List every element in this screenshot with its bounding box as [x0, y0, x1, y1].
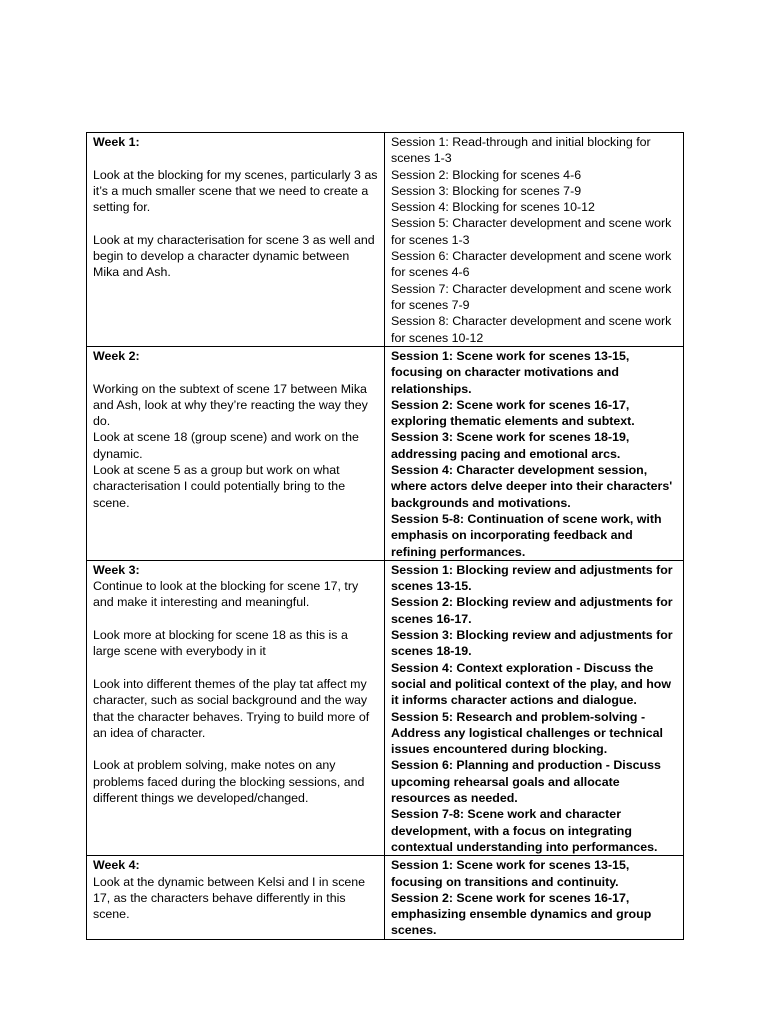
- session-item: Session 4: Context exploration - Discuss the social and political context of the play, and how it informs character actions and dialogue.: [391, 660, 671, 708]
- week-sessions-cell: [385, 560, 684, 855]
- week-notes-cell: [87, 856, 385, 939]
- session-item: Session 5: Research and problem-solving - Address any logistical challenges or technical issues encountered during blocking.: [391, 709, 664, 757]
- session-item: Session 4: Character development session, where actors delve deeper into their characters' backgrounds and motivations.: [391, 463, 673, 510]
- session-item: Session 7-8: Scene work and character development, with a focus on integrating contextual understanding into performances.: [391, 807, 658, 854]
- blank-line: [93, 215, 378, 231]
- session-item: Session 8: Character development and scene work for scenes 10-12: [391, 314, 672, 345]
- week-sessions-cell: [385, 856, 684, 939]
- week-note: Look at scene 18 (group scene) and work on the dynamic.: [93, 430, 359, 461]
- week-note: Look at problem solving, make notes on any problems faced during the blocking sessions, and different things we developed/changed.: [93, 758, 365, 806]
- session-item: Session 7: Character development and scene work for scenes 7-9: [391, 281, 672, 312]
- week-row: [87, 133, 684, 347]
- blank-line: [93, 660, 378, 676]
- session-item: Session 1: Read-through and initial blocking for scenes 1-3: [391, 135, 651, 166]
- week-notes-cell: [87, 560, 385, 855]
- session-item: Session 2: Blocking review and adjustments for scenes 16-17.: [391, 595, 673, 626]
- session-item: Session 6: Planning and production - Discuss upcoming rehearsal goals and allocate resources as needed.: [391, 758, 661, 806]
- session-item: Session 4: Blocking for scenes 10-12: [391, 200, 595, 215]
- blank-line: [93, 611, 378, 627]
- session-item: Session 2: Scene work for scenes 16-17, exploring thematic elements and subtext.: [391, 397, 635, 429]
- week-row: [87, 560, 684, 855]
- week-note: Look at scene 5 as a group but work on what characterisation I could potentially bring to the scene.: [93, 463, 346, 510]
- session-item: Session 1: Scene work for scenes 13-15, focusing on character motivations and relationships.: [391, 349, 630, 396]
- blank-line: [93, 150, 378, 166]
- week-title: Week 2:: [93, 349, 140, 363]
- week-note: Look at the blocking for my scenes, particularly 3 as it’s a much smaller scene that we need to create a setting for.: [93, 167, 378, 215]
- session-item: Session 2: Blocking for scenes 4-6: [391, 167, 582, 182]
- session-item: Session 3: Blocking for scenes 7-9: [391, 183, 582, 198]
- session-item: Session 5: Character development and scene work for scenes 1-3: [391, 216, 672, 247]
- blank-line: [93, 364, 378, 380]
- session-item: Session 3: Blocking review and adjustments for scenes 18-19.: [391, 628, 673, 659]
- week-row: [87, 856, 684, 939]
- week-title: Week 3:: [93, 562, 140, 577]
- week-title: Week 4:: [93, 858, 140, 873]
- week-notes-cell: [87, 347, 385, 561]
- session-item: Session 5-8: Continuation of scene work, with emphasis on incorporating feedback and refining performances.: [391, 511, 662, 559]
- week-note: Look into different themes of the play tat affect my character, such as social background and the way that the character behaves. Trying to build more of an idea of character.: [93, 676, 370, 740]
- week-sessions-cell: [385, 133, 684, 347]
- week-note: Working on the subtext of scene 17 between Mika and Ash, look at why they’re reacting the way they do.: [93, 381, 368, 429]
- session-item: Session 6: Character development and scene work for scenes 4-6: [391, 249, 672, 280]
- week-notes-cell: [87, 133, 385, 347]
- week-note: Look at my characterisation for scene 3 as well and begin to develop a character dynamic between Mika and Ash.: [93, 232, 375, 280]
- week-title: Week 1:: [93, 135, 140, 149]
- week-sessions-cell: [385, 347, 684, 561]
- session-item: Session 1: Blocking review and adjustments for scenes 13-15.: [391, 562, 673, 594]
- blank-line: [93, 741, 378, 757]
- week-row: [87, 347, 684, 561]
- week-note: Continue to look at the blocking for scene 17, try and make it interesting and meaningful.: [93, 579, 359, 610]
- week-note: Look more at blocking for scene 18 as this is a large scene with everybody in it: [93, 628, 348, 659]
- session-item: Session 3: Scene work for scenes 18-19, addressing pacing and emotional arcs.: [391, 430, 630, 461]
- session-item: Session 2: Scene work for scenes 16-17, emphasizing ensemble dynamics and group scenes.: [391, 890, 652, 938]
- week-note: Look at the dynamic between Kelsi and I in scene 17, as the characters behave differently in this scene.: [93, 874, 366, 922]
- rehearsal-plan-table: [86, 132, 684, 940]
- session-item: Session 1: Scene work for scenes 13-15, focusing on transitions and continuity.: [391, 858, 630, 889]
